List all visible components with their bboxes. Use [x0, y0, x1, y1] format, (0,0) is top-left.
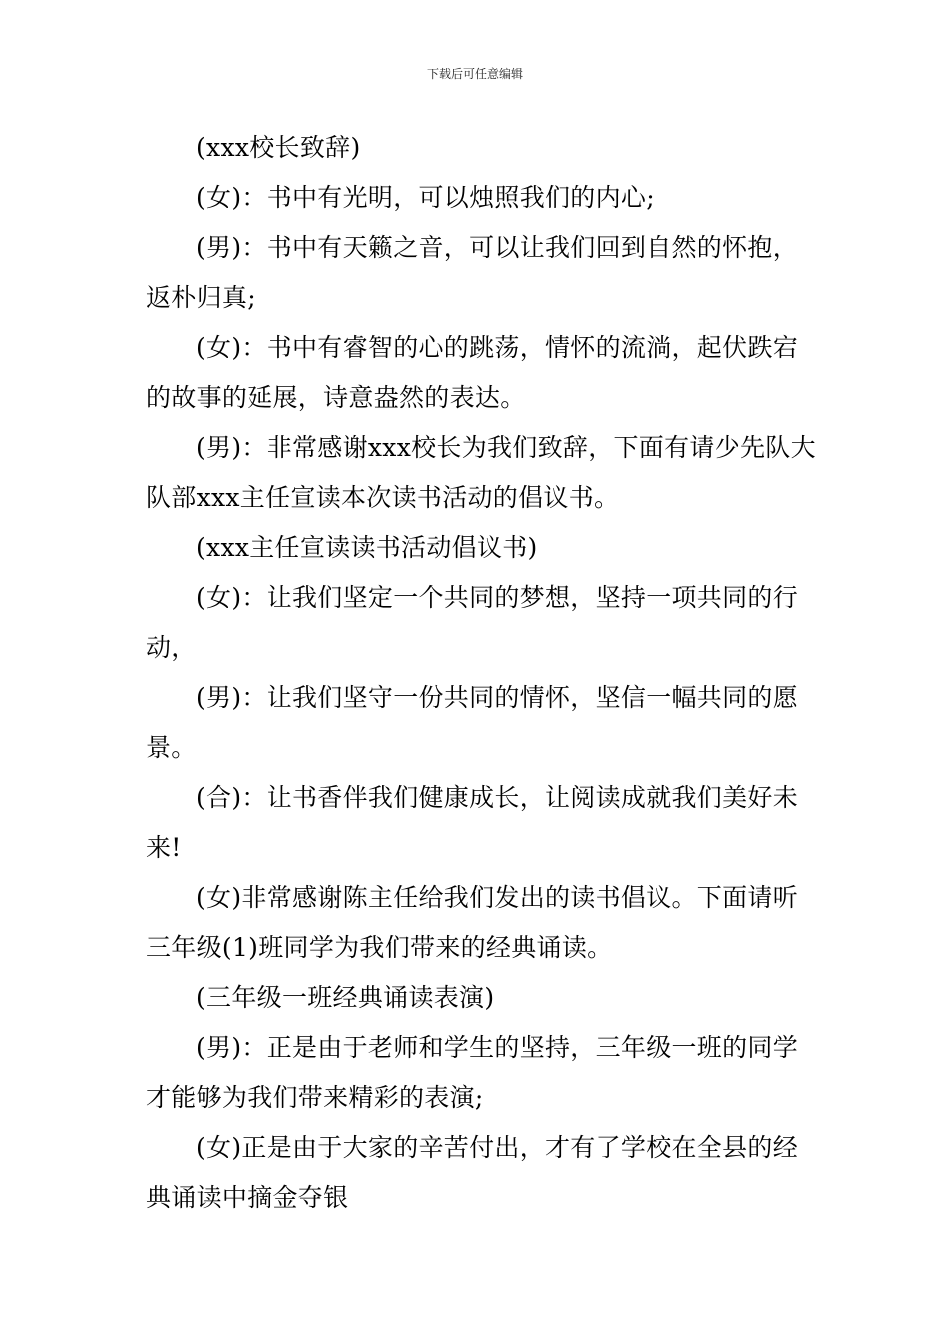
paragraph-male-4: (男)：正是由于老师和学生的坚持，三年级一班的同学才能够为我们带来精彩的表演; — [146, 1033, 799, 1112]
paragraph-director-proposal: (xxx主任宣读读书活动倡议书) — [196, 533, 538, 562]
paragraph-male-3: (男)：让我们坚守一份共同的情怀，坚信一幅共同的愿景。 — [146, 683, 799, 762]
paragraph-female-4: (女)非常感谢陈主任给我们发出的读书倡议。下面请听三年级(1)班同学为我们带来的经典诵读。 — [146, 883, 799, 962]
paragraph-female-5: (女)正是由于大家的辛苦付出，才有了学校在全县的经典诵读中摘金夺银 — [146, 1133, 799, 1212]
paragraph-female-2: (女)：书中有睿智的心的跳荡，情怀的流淌，起伏跌宕的故事的延展，诗意盎然的表达。 — [146, 333, 799, 412]
paragraph-female-3: (女)：让我们坚定一个共同的梦想，坚持一项共同的行动， — [146, 583, 799, 662]
document-body — [146, 123, 816, 1223]
paragraph-principal-speech: (xxx校长致辞) — [196, 133, 361, 162]
paragraph-together: (合)：让书香伴我们健康成长，让阅读成就我们美好未来! — [146, 783, 799, 862]
page-header-note: 下载后可任意编辑 — [426, 67, 523, 81]
paragraph-male-2: (男)：非常感谢xxx校长为我们致辞，下面有请少先队大队部xxx主任宣读本次读书活动的倡议书。 — [146, 433, 816, 512]
paragraph-class-performance: (三年级一班经典诵读表演) — [196, 983, 495, 1012]
paragraph-female-1: (女)：书中有光明，可以烛照我们的内心; — [196, 183, 655, 212]
paragraph-male-1: (男)：书中有天籁之音，可以让我们回到自然的怀抱，返朴归真; — [146, 233, 799, 312]
